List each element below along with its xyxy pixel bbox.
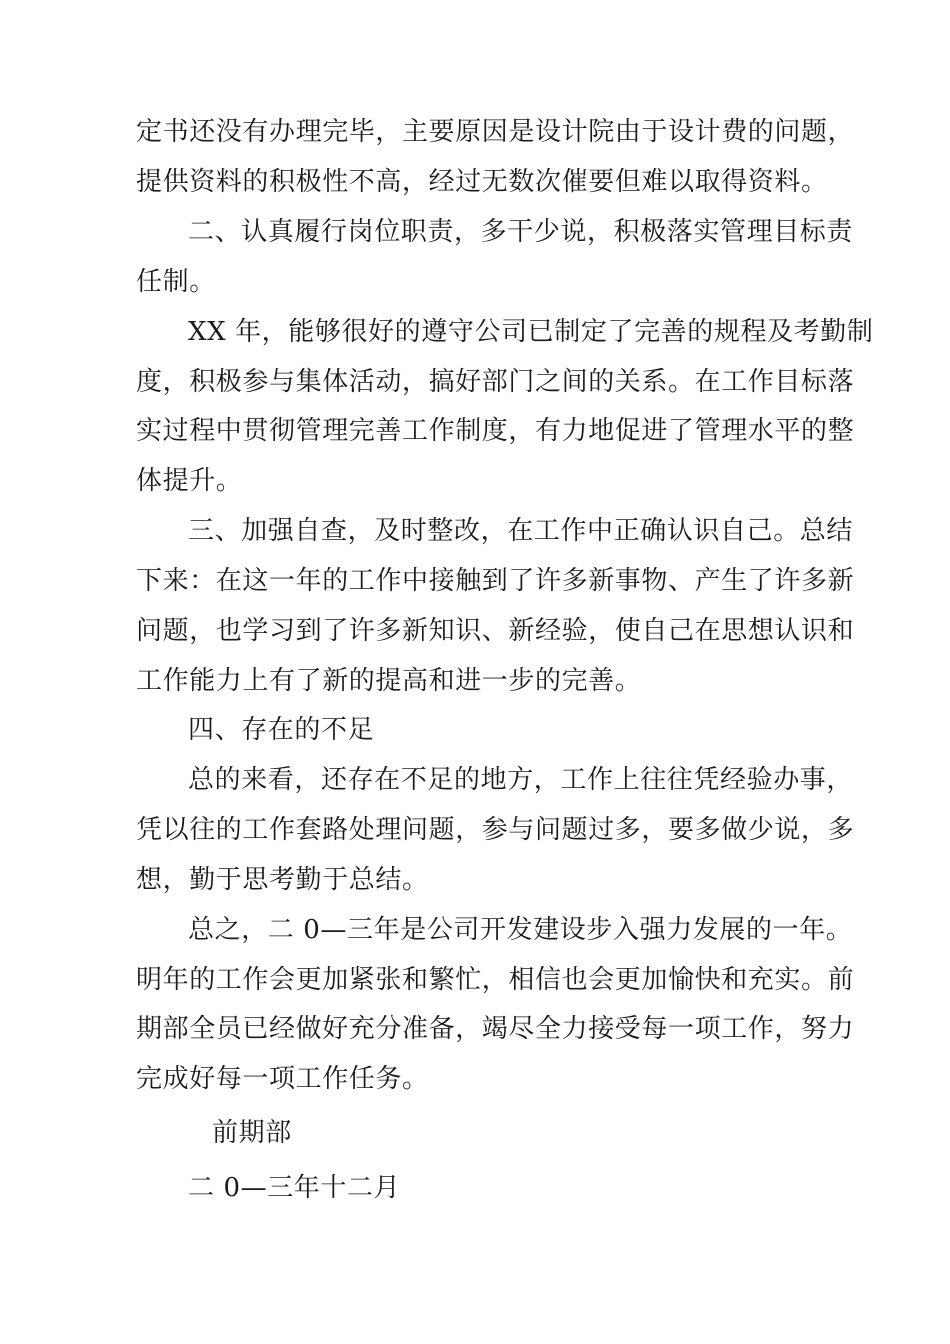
body-line: 提供资料的积极性不高，经过无数次催要但难以取得资料。: [136, 167, 828, 197]
body-line: 体提升。: [136, 466, 243, 496]
body-line: 期部全员已经做好充分准备，竭尽全力接受每一项工作，努力: [136, 1014, 855, 1044]
section-heading-2: 二、认真履行岗位职责，多干少说，积极落实管理目标责: [188, 217, 854, 247]
body-line: 实过程中贯彻管理完善工作制度，有力地促进了管理水平的整: [136, 416, 855, 446]
signature-department: 前期部: [212, 1118, 292, 1148]
body-line: 想，勤于思考勤于总结。: [136, 865, 429, 895]
section-heading-4: 四、存在的不足: [188, 715, 375, 745]
body-line: 下来：在这一年的工作中接触到了许多新事物、产生了许多新: [136, 566, 855, 596]
signature-date: 二 0—三年十二月: [188, 1173, 401, 1203]
body-line: 定书还没有办理完毕，主要原因是设计院由于设计费的问题，: [136, 117, 855, 147]
body-line: XX 年，能够很好的遵守公司已制定了完善的规程及考勤制: [188, 317, 874, 347]
body-line: 凭以往的工作套路处理问题，参与问题过多，要多做少说，多: [136, 815, 855, 845]
body-line: 问题，也学习到了许多新知识、新经验，使自己在思想认识和: [136, 616, 855, 646]
body-line: 任制。: [136, 267, 216, 297]
body-line: 明年的工作会更加紧张和繁忙，相信也会更加愉快和充实。前: [136, 965, 855, 995]
body-line: 工作能力上有了新的提高和进一步的完善。: [136, 666, 642, 696]
section-heading-3: 三、加强自查，及时整改，在工作中正确认识自己。总结: [188, 516, 854, 546]
body-line: 完成好每一项工作任务。: [136, 1064, 429, 1094]
body-line: 总的来看，还存在不足的地方，工作上往往凭经验办事，: [188, 765, 854, 795]
conclusion-line: 总之，二 0—三年是公司开发建设步入强力发展的一年。: [188, 915, 853, 945]
body-line: 度，积极参与集体活动，搞好部门之间的关系。在工作目标落: [136, 367, 855, 397]
